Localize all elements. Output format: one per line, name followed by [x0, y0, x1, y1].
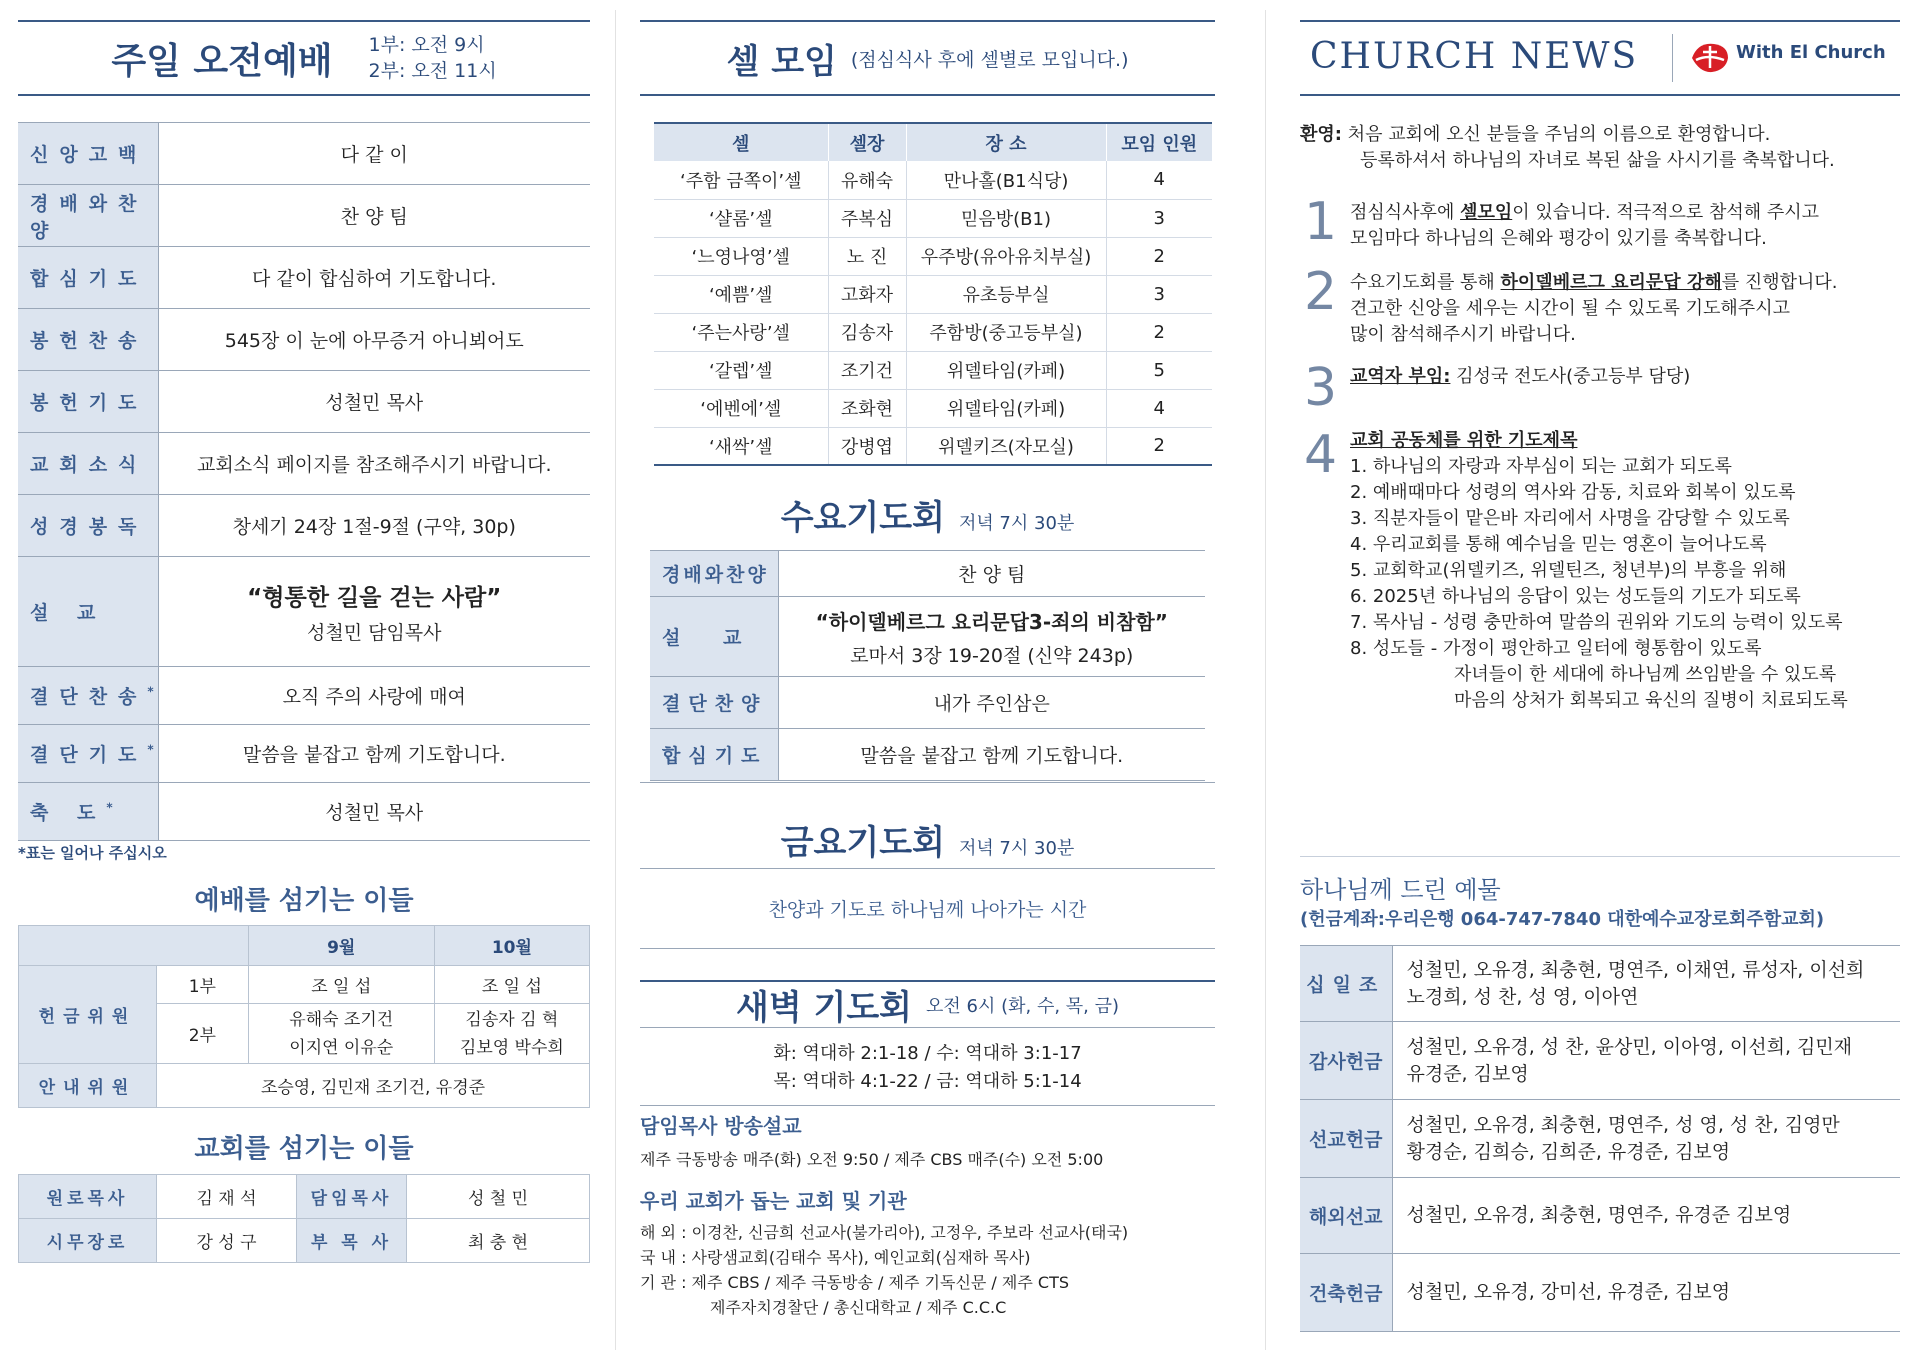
news-line — [1350, 270, 1900, 296]
friday-title: 금요기도회 — [780, 823, 945, 863]
wednesday-header — [640, 490, 1215, 539]
news-highlight: 셀모임 — [1460, 202, 1513, 223]
cell-and-prayer-column — [640, 0, 1215, 1357]
offering-row — [1300, 1254, 1900, 1332]
header-divider — [1672, 34, 1673, 82]
sermon-cell — [778, 597, 1205, 677]
order-row — [18, 433, 590, 495]
dawn-time: 오전 6시 (화, 수, 목, 금) — [926, 995, 1120, 1017]
cell-row — [654, 351, 1212, 389]
offering-names — [1392, 1254, 1900, 1332]
order-value: 성철민 목사 — [158, 783, 590, 841]
cell-name: ‘주함 금쪽이’셀 — [654, 161, 828, 199]
offering-name-line: 성철민, 오유경, 성 찬, 윤상민, 이아영, 이선희, 김민재 — [1406, 1035, 1853, 1058]
order-label: 신앙고백 — [18, 123, 158, 185]
server-names — [248, 1004, 434, 1064]
cell-place: 위델타임(카페) — [906, 389, 1106, 427]
divider — [640, 868, 1215, 869]
cell-leader: 조기건 — [828, 351, 906, 389]
order-label: 경배와찬양 — [650, 551, 778, 597]
cell-count: 5 — [1106, 351, 1212, 389]
cell-row — [654, 199, 1212, 237]
order-value: 말씀을 붙잡고 함께 기도합니다. — [158, 725, 590, 783]
wednesday-sermon-title: “하이델베르그 요리문답3-죄의 비참함” — [815, 609, 1168, 634]
order-label-text: 결단찬송 — [30, 686, 148, 708]
usher-value: 조승영, 김민재 조기건, 유경준 — [157, 1064, 590, 1108]
offering-type: 해외선교 — [1300, 1178, 1392, 1254]
cell-leader: 김송자 — [828, 313, 906, 351]
stand-mark: * — [147, 742, 154, 757]
supported-overseas: 해 외 : 이경찬, 신금희 선교사(불가리아), 고정우, 주보라 선교사(태국) — [640, 1223, 1129, 1242]
cell-count: 2 — [1106, 313, 1212, 351]
prayer-item: 1. 하나님의 자랑과 자부심이 되는 교회가 되도록 — [1350, 456, 1732, 477]
order-value: 오직 주의 사랑에 매여 — [158, 667, 590, 725]
cell-place: 만나홀(B1식당) — [906, 161, 1106, 199]
offering-names — [1392, 1022, 1900, 1100]
wednesday-sermon-text: 로마서 3장 19-20절 (신약 243p) — [850, 644, 1134, 667]
order-row — [650, 551, 1205, 597]
order-row — [18, 783, 590, 841]
offering-row — [1300, 1022, 1900, 1100]
offering-type: 감사헌금 — [1300, 1022, 1392, 1100]
order-label: 합심기도 — [18, 247, 158, 309]
wednesday-time: 저녁 7시 30분 — [958, 513, 1075, 534]
offering-name-line: 성철민, 오유경, 강미선, 유경준, 김보영 — [1406, 1281, 1731, 1303]
cell-place: 유초등부실 — [906, 275, 1106, 313]
cell-name: ‘새싹’셀 — [654, 427, 828, 465]
supported-title: 우리 교회가 돕는 교회 및 기관 — [640, 1189, 907, 1213]
stand-mark: * — [147, 684, 154, 699]
offering-account: (헌금계좌:우리은행 064-747-7840 대한예수교장로회주함교회) — [1300, 909, 1825, 930]
news-number: 3 — [1304, 358, 1338, 418]
friday-time: 저녁 7시 30분 — [958, 838, 1075, 859]
cell-meeting-title: 셀 모임 — [726, 41, 837, 82]
cell-place: 주함방(중고등부실) — [906, 313, 1106, 351]
news-number: 2 — [1304, 262, 1338, 322]
usher-row — [19, 1064, 590, 1108]
news-line: 견고한 신앙을 세우는 시간이 될 수 있도록 기도해주시고 — [1350, 298, 1790, 319]
offering-row-1 — [19, 966, 590, 1004]
service-time-2: 2부: 오전 11시 — [368, 60, 497, 82]
order-label: 합심기도 — [650, 729, 778, 781]
cell-count: 2 — [1106, 427, 1212, 465]
order-label — [18, 725, 158, 783]
dawn-title: 새벽 기도회 — [735, 988, 913, 1028]
prayer-item: 4. 우리교회를 통해 예수님을 믿는 영혼이 늘어나도록 — [1350, 534, 1767, 555]
cell-name: ‘예쁨’셀 — [654, 275, 828, 313]
church-news-column — [1300, 0, 1900, 1357]
sermon-row — [650, 597, 1205, 677]
cell-table — [654, 122, 1212, 466]
church-servers-title: 교회를 섬기는 이들 — [194, 1134, 414, 1164]
wednesday-order-table — [650, 550, 1205, 781]
cell-place: 믿음방(B1) — [906, 199, 1106, 237]
offering-table — [1300, 945, 1900, 1332]
server-name: 조 일 섭 — [248, 966, 434, 1004]
order-row — [18, 185, 590, 247]
stand-footnote: *표는 일어나 주십시오 — [18, 844, 167, 862]
sermon-label: 설 교 — [18, 557, 158, 667]
staff-row — [19, 1175, 590, 1219]
order-row — [18, 495, 590, 557]
supported-domestic: 국 내 : 사랑샘교회(김태수 목사), 예인교회(심재하 목사) — [640, 1248, 1031, 1267]
welcome-block — [1300, 122, 1900, 174]
news-line: 모임마다 하나님의 은혜와 평강이 있기를 축복합니다. — [1350, 228, 1767, 249]
news-text: 를 진행합니다. — [1721, 272, 1838, 293]
staff-name: 강 성 구 — [157, 1219, 297, 1263]
sermon-title: “형통한 길을 걷는 사람” — [247, 584, 502, 611]
offering-name-line: 황경순, 김희승, 김희준, 유경준, 김보영 — [1406, 1140, 1731, 1163]
supported-institutions-cont: 제주자치경찰단 / 총신대학교 / 제주 C.C.C — [710, 1298, 1007, 1317]
news-text: 점심식사후에 — [1350, 202, 1461, 223]
divider — [1300, 856, 1900, 857]
order-row — [650, 677, 1205, 729]
prayer-item-cont: 자녀들이 한 세대에 하나님께 쓰임받을 수 있도록 — [1454, 664, 1837, 685]
cell-name: ‘주는사랑’셀 — [654, 313, 828, 351]
offering-committee-label: 헌금위원 — [19, 966, 157, 1064]
server-name: 김송자 김 혁 — [465, 1009, 559, 1030]
wednesday-title: 수요기도회 — [780, 498, 945, 538]
server-names — [434, 1004, 589, 1064]
news-item-3 — [1350, 364, 1900, 390]
sunday-service-column — [18, 0, 590, 1357]
church-logo-icon — [1688, 38, 1732, 82]
cell-row — [654, 427, 1212, 465]
cell-leader: 조화현 — [828, 389, 906, 427]
server-name: 이지연 이유순 — [289, 1037, 394, 1058]
offering-names — [1392, 1178, 1900, 1254]
sermon-preacher: 성철민 담임목사 — [306, 621, 442, 644]
offering-name-line: 유경준, 김보영 — [1406, 1062, 1529, 1085]
cell-place: 위델타임(카페) — [906, 351, 1106, 389]
cell-leader: 강병엽 — [828, 427, 906, 465]
news-number: 4 — [1304, 425, 1338, 485]
welcome-line — [1300, 122, 1900, 148]
staff-table — [18, 1174, 590, 1263]
dawn-readings — [640, 1040, 1215, 1096]
cell-count: 4 — [1106, 389, 1212, 427]
offering-name-line: 성철민, 오유경, 최충현, 명연주, 이채연, 류성자, 이선희 — [1406, 958, 1865, 981]
offering-row — [1300, 1178, 1900, 1254]
order-value: 찬 양 팀 — [158, 185, 590, 247]
cell-header: 장 소 — [906, 123, 1106, 161]
news-item-4 — [1350, 428, 1910, 714]
staff-name: 최 충 현 — [407, 1219, 590, 1263]
usher-label: 안내위원 — [19, 1064, 157, 1108]
news-text: 이 있습니다. 적극적으로 참석해 주시고 — [1512, 202, 1820, 223]
dawn-reading-line: 목: 역대하 4:1-22 / 금: 역대하 5:1-14 — [773, 1071, 1082, 1092]
staff-name: 성 철 민 — [407, 1175, 590, 1219]
staff-role: 시무장로 — [19, 1219, 157, 1263]
cell-place: 위델키즈(자모실) — [906, 427, 1106, 465]
order-value: 다 같 이 — [158, 123, 590, 185]
cell-meeting-subtitle: (점심식사 후에 셀별로 모입니다.) — [850, 48, 1129, 71]
church-news-header — [1300, 20, 1900, 96]
cell-leader: 주복심 — [828, 199, 906, 237]
order-value: 다 같이 합심하여 기도합니다. — [158, 247, 590, 309]
order-value: 내가 주인삼은 — [778, 677, 1205, 729]
news-line: 많이 참석해주시기 바랍니다. — [1350, 324, 1576, 345]
news-line — [1350, 200, 1900, 226]
prayer-item-cont: 마음의 상처가 회복되고 육신의 질병이 치료되도록 — [1454, 690, 1848, 711]
welcome-label: 환영: — [1300, 124, 1342, 145]
friday-header — [640, 815, 1215, 864]
part-label: 2부 — [157, 1004, 249, 1064]
servers-title: 예배를 섬기는 이들 — [194, 886, 414, 916]
divider — [640, 782, 1215, 783]
cell-place: 우주방(유아유치부실) — [906, 237, 1106, 275]
staff-role: 담임목사 — [297, 1175, 407, 1219]
order-label: 경배와찬양 — [18, 185, 158, 247]
order-row — [18, 247, 590, 309]
cell-header: 셀 — [654, 123, 828, 161]
offering-type: 선교헌금 — [1300, 1100, 1392, 1178]
prayer-item: 3. 직분자들이 맡은바 자리에서 사명을 감당할 수 있도록 — [1350, 508, 1790, 529]
dawn-header — [640, 980, 1215, 1028]
server-name: 조 일 섭 — [434, 966, 589, 1004]
cell-row — [654, 389, 1212, 427]
divider — [640, 1105, 1215, 1106]
cell-header-row — [654, 123, 1212, 161]
order-value: 찬 양 팀 — [778, 551, 1205, 597]
cell-row — [654, 313, 1212, 351]
prayer-item: 2. 예배때마다 성령의 역사와 감동, 치료와 회복이 있도록 — [1350, 482, 1796, 503]
radio-sermon-text: 제주 극동방송 매주(화) 오전 9:50 / 제주 CBS 매주(수) 오전 5:00 — [640, 1150, 1104, 1169]
order-label: 봉헌찬송 — [18, 309, 158, 371]
cell-leader: 노 진 — [828, 237, 906, 275]
offering-names — [1392, 1100, 1900, 1178]
offering-type: 십일조 — [1300, 946, 1392, 1022]
order-row — [18, 667, 590, 725]
column-divider — [1265, 10, 1266, 1350]
month-header: 9월 — [248, 926, 434, 966]
prayer-item: 8. 성도들 - 가정이 평안하고 일터에 형통함이 있도록 — [1350, 638, 1762, 659]
cell-name: ‘갈렙’셀 — [654, 351, 828, 389]
cell-count: 2 — [1106, 237, 1212, 275]
column-divider — [615, 10, 616, 1350]
order-value: 말씀을 붙잡고 함께 기도합니다. — [778, 729, 1205, 781]
service-time-1: 1부: 오전 9시 — [368, 34, 485, 56]
order-value: 창세기 24장 1절-9절 (구약, 30p) — [158, 495, 590, 557]
cell-count: 3 — [1106, 275, 1212, 313]
servers-header-row — [19, 926, 590, 966]
offering-title: 하나님께 드린 예물 — [1300, 876, 1501, 904]
news-text: 김성국 전도사(중고등부 담당) — [1450, 366, 1691, 387]
servers-corner — [19, 926, 249, 966]
order-row — [18, 309, 590, 371]
dawn-reading-line: 화: 역대하 2:1-18 / 수: 역대하 3:1-17 — [773, 1043, 1082, 1064]
staff-row — [19, 1219, 590, 1263]
cell-count: 3 — [1106, 199, 1212, 237]
welcome-text: 처음 교회에 오신 분들을 주님의 이름으로 환영합니다. — [1347, 124, 1771, 145]
church-logo-text: With El Church — [1736, 42, 1886, 63]
offering-row — [1300, 946, 1900, 1022]
cell-leader: 유해숙 — [828, 161, 906, 199]
servers-table — [18, 925, 590, 1108]
church-news-title: CHURCH NEWS — [1310, 36, 1639, 77]
offering-row — [1300, 1100, 1900, 1178]
offering-names — [1392, 946, 1900, 1022]
cell-leader: 고화자 — [828, 275, 906, 313]
offering-name-line: 성철민, 오유경, 최충현, 명연주, 성 영, 성 찬, 김영만 — [1406, 1113, 1840, 1136]
staff-role: 부 목 사 — [297, 1219, 407, 1263]
cell-name: ‘에벤에’셀 — [654, 389, 828, 427]
staff-role: 원로목사 — [19, 1175, 157, 1219]
prayer-item: 5. 교회학교(위델키즈, 위델틴즈, 청년부)의 부흥을 위해 — [1350, 560, 1787, 581]
order-label: 교회소식 — [18, 433, 158, 495]
cell-row — [654, 275, 1212, 313]
staff-name: 김 재 석 — [157, 1175, 297, 1219]
server-name: 유해숙 조기건 — [289, 1009, 394, 1030]
order-label — [18, 667, 158, 725]
order-value: 교회소식 페이지를 참조해주시기 바랍니다. — [158, 433, 590, 495]
news-item-1 — [1350, 200, 1900, 252]
sermon-row — [18, 557, 590, 667]
order-value: 545장 이 눈에 아무증거 아니뵈어도 — [158, 309, 590, 371]
service-times — [369, 32, 497, 84]
cell-meeting-header — [640, 20, 1215, 96]
news-highlight: 교역자 부임: — [1350, 366, 1451, 387]
sunday-service-header — [18, 20, 590, 96]
order-label: 봉헌기도 — [18, 371, 158, 433]
news-item-2 — [1350, 270, 1900, 348]
cell-count: 4 — [1106, 161, 1212, 199]
sermon-cell — [158, 557, 590, 667]
prayer-list — [1350, 454, 1910, 662]
order-row — [18, 371, 590, 433]
order-label: 설 교 — [650, 597, 778, 677]
news-text: 수요기도회를 통해 — [1350, 272, 1501, 293]
offering-type: 건축헌금 — [1300, 1254, 1392, 1332]
sunday-service-title: 주일 오전예배 — [111, 40, 333, 82]
cell-name: ‘느영나영’셀 — [654, 237, 828, 275]
part-label: 1부 — [157, 966, 249, 1004]
sunday-order-table — [18, 122, 590, 841]
supported-institutions: 기 관 : 제주 CBS / 제주 극동방송 / 제주 기독신문 / 제주 CTS — [640, 1273, 1070, 1292]
friday-description: 찬양과 기도로 하나님께 나아가는 시간 — [768, 899, 1087, 921]
news-highlight: 하이델베르그 요리문답 강해 — [1500, 272, 1722, 293]
order-row — [18, 725, 590, 783]
stand-mark: * — [106, 800, 113, 815]
order-row — [18, 123, 590, 185]
order-label-text: 축 도 — [30, 802, 107, 824]
order-label: 결단찬양 — [650, 677, 778, 729]
cell-header: 모임 인원 — [1121, 133, 1198, 155]
prayer-item: 6. 2025년 하나님의 응답이 있는 성도들의 기도가 되도록 — [1350, 586, 1801, 607]
divider — [640, 948, 1215, 949]
supported-list — [640, 1220, 1128, 1320]
cell-row — [654, 161, 1212, 199]
offering-name-line: 성철민, 오유경, 최충현, 명연주, 유경준 김보영 — [1406, 1204, 1792, 1226]
prayer-list-title: 교회 공동체를 위한 기도제목 — [1350, 430, 1578, 451]
order-label-text: 결단기도 — [30, 744, 148, 766]
prayer-item: 7. 목사님 - 성령 충만하여 말씀의 권위와 기도의 능력이 있도록 — [1350, 612, 1843, 633]
offering-name-line: 노경희, 성 찬, 성 영, 이아연 — [1406, 985, 1639, 1008]
radio-sermon-title: 담임목사 방송설교 — [640, 1114, 802, 1138]
cell-name: ‘샬롬’셀 — [654, 199, 828, 237]
order-row — [650, 729, 1205, 781]
cell-row — [654, 237, 1212, 275]
cell-header: 셀장 — [828, 123, 906, 161]
month-header: 10월 — [434, 926, 589, 966]
order-value: 성철민 목사 — [158, 371, 590, 433]
news-number: 1 — [1304, 192, 1338, 252]
order-label — [18, 783, 158, 841]
welcome-text-2: 등록하셔서 하나님의 자녀로 복된 삶을 사시기를 축복합니다. — [1360, 150, 1835, 171]
server-name: 김보영 박수희 — [459, 1037, 564, 1058]
order-label: 성경봉독 — [18, 495, 158, 557]
